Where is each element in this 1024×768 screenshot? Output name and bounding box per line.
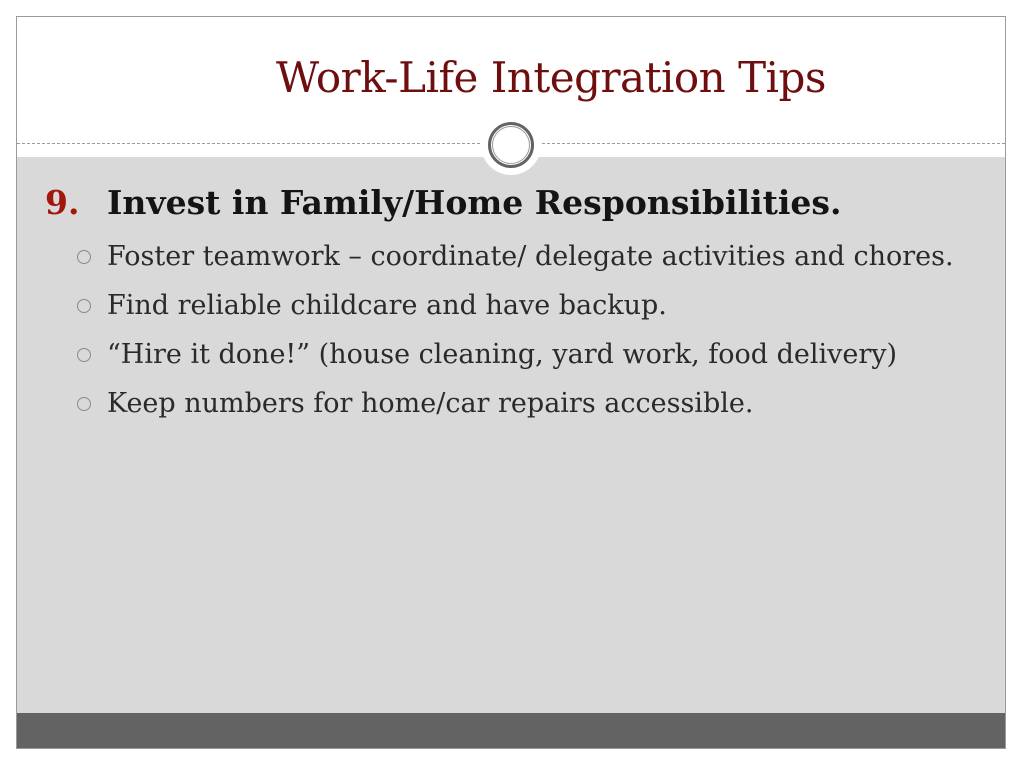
bullet-text: Find reliable childcare and have backup. <box>107 290 667 321</box>
footer-bar <box>17 713 1005 748</box>
bullet-text: Foster teamwork – coordinate/ delegate activities and chores. <box>107 241 954 272</box>
hollow-circle-bullet-icon <box>77 250 91 264</box>
bullet-text: “Hire it done!” (house cleaning, yard work, food delivery) <box>107 339 898 370</box>
ring-inner <box>492 126 530 164</box>
list-item <box>73 335 985 375</box>
hollow-circle-bullet-icon <box>77 348 91 362</box>
list-item <box>73 384 985 424</box>
hollow-circle-bullet-icon <box>77 397 91 411</box>
list-item <box>73 286 985 326</box>
hollow-circle-bullet-icon <box>77 299 91 313</box>
slide <box>16 16 1006 749</box>
bullet-text: Keep numbers for home/car repairs accessible. <box>107 388 754 419</box>
circle-ring-icon <box>481 115 541 175</box>
main-point <box>45 182 985 224</box>
bullet-list <box>73 237 985 433</box>
list-item <box>73 237 985 277</box>
main-point-text: Invest in Family/Home Responsibilities. <box>107 183 842 222</box>
slide-title: Work-Life Integration Tips <box>276 53 826 102</box>
main-point-number: 9. <box>45 183 80 222</box>
